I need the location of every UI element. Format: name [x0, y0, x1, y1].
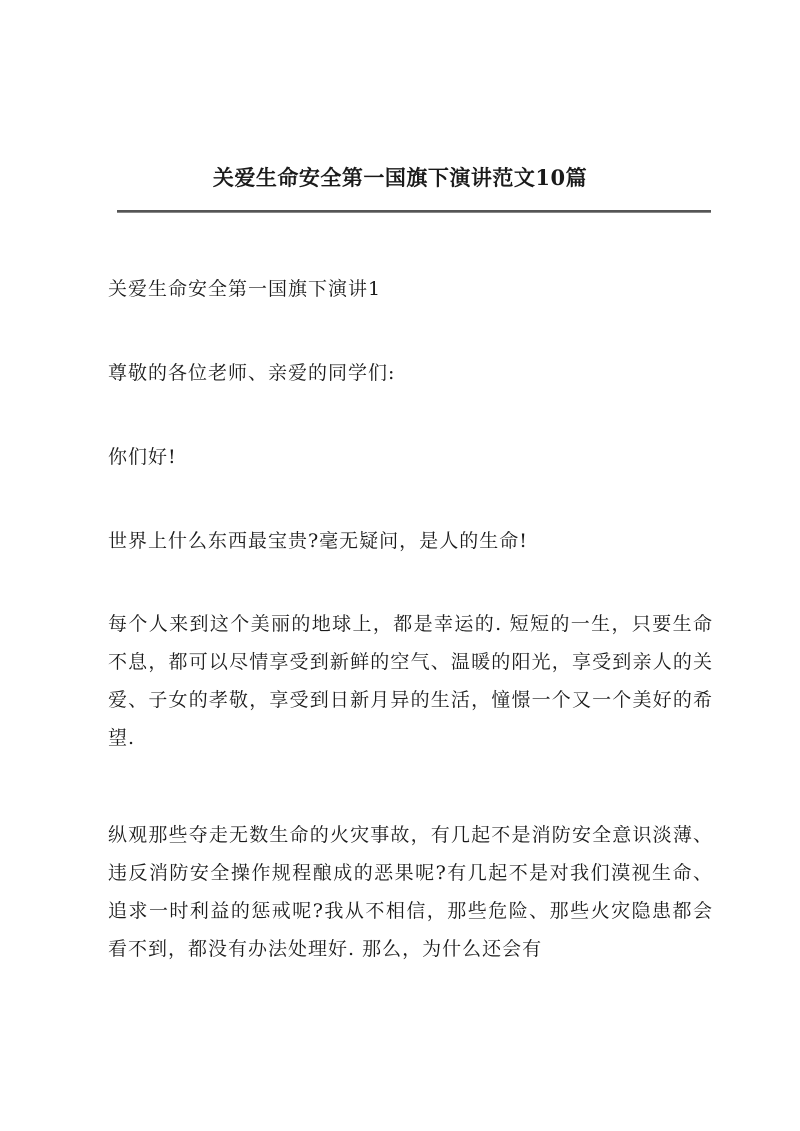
section-heading: 关爱生命安全第一国旗下演讲1: [108, 278, 382, 300]
paragraph: 世界上什么东西最宝贵?毫无疑问，是人的生命!: [108, 530, 528, 552]
greeting: 你们好!: [108, 446, 177, 468]
document-title: 关爱生命安全第一国旗下演讲范文10篇: [212, 165, 588, 190]
paragraph: 纵观那些夺走无数生命的火灾事故，有几起不是消防安全意识淡薄、违反消防安全操作规程酿成的恶果呢?有几起不是对我们漠视生命、追求一时利益的惩戒呢?我从不相信，那些危险、那些火灾隐患都会看不到，都没有办法处理好. 那么，为什么还会有: [108, 824, 713, 960]
title-divider: [117, 210, 711, 213]
salutation: 尊敬的各位老师、亲爱的同学们:: [108, 362, 396, 384]
paragraph: 每个人来到这个美丽的地球上，都是幸运的. 短短的一生，只要生命不息，都可以尽情享受到新鲜的空气、温暖的阳光，享受到亲人的关爱、子女的孝敬，享受到日新月异的生活，憧憬一个又一个美好的希望.: [108, 613, 713, 749]
